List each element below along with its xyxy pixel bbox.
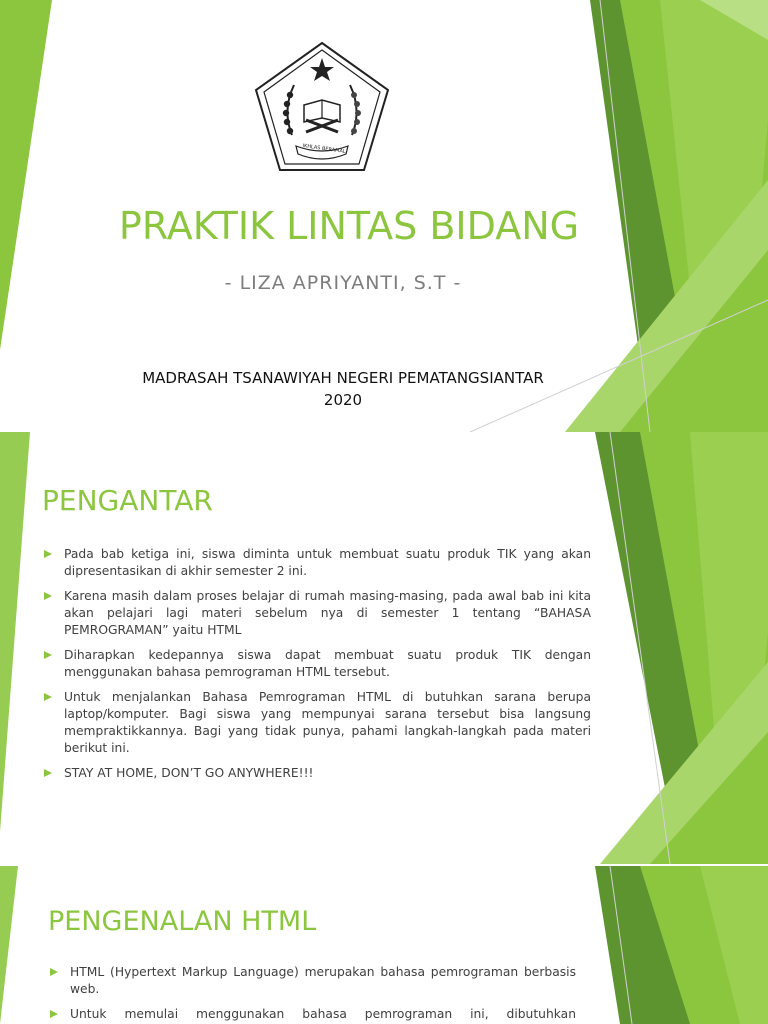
arrow-bullet-icon	[44, 592, 52, 600]
section-title: PENGENALAN HTML	[48, 906, 317, 937]
arrow-bullet-icon	[50, 968, 58, 976]
arrow-bullet-icon	[50, 1010, 58, 1018]
bullet-list	[42, 546, 591, 790]
arrow-bullet-icon	[44, 651, 52, 659]
school-name: MADRASAH TSANAWIYAH NEGERI PEMATANGSIANTAR	[142, 369, 544, 387]
slide-pengantar	[0, 432, 768, 864]
arrow-bullet-icon	[44, 693, 52, 701]
section-title: PENGANTAR	[42, 484, 213, 517]
arrow-bullet-icon	[44, 550, 52, 558]
emblem-caption: IKHLAS BERAMAL	[302, 143, 346, 155]
slide-pengenalan-html	[0, 866, 768, 1024]
list-item: Diharapkan kedepannya siswa dapat membuat suatu produk TIK dengan menggunakan bahasa pemrograman HTML tersebut.	[42, 647, 591, 681]
list-item: Karena masih dalam proses belajar di rumah masing-masing, pada awal bab ini kita akan pelajari lagi materi sebelum nya di semester 1 tentang “BAHASA PEMROGRAMAN” yaitu HTML	[42, 588, 591, 639]
list-item: STAY AT HOME, DON’T GO ANYWHERE!!!	[42, 765, 591, 782]
list-item: Pada bab ketiga ini, siswa diminta untuk membuat suatu produk TIK yang akan dipresentasikan di akhir semester 2 ini.	[42, 546, 591, 580]
list-item: HTML (Hypertext Markup Language) merupakan bahasa pemrograman berbasis web.	[48, 964, 576, 998]
list-item: Untuk memulai menggunakan bahasa pemrograman ini, dibutuhkan	[48, 1006, 576, 1023]
page-title: PRAKTIK LINTAS BIDANG	[118, 204, 580, 248]
kemenag-emblem-icon	[252, 40, 392, 174]
year: 2020	[323, 391, 363, 409]
author-subtitle: - LIZA APRIYANTI, S.T -	[224, 272, 462, 294]
slide-title	[0, 0, 768, 432]
bullet-list	[48, 964, 576, 1024]
list-item: Untuk menjalankan Bahasa Pemrograman HTML di butuhkan sarana berupa laptop/komputer. Bagi siswa yang mempunyai sarana tersebut bisa langsung mempraktikkannya. Bagi yang tidak punya, pahami langkah-langkah pada materi berikut ini.	[42, 689, 591, 757]
arrow-bullet-icon	[44, 769, 52, 777]
